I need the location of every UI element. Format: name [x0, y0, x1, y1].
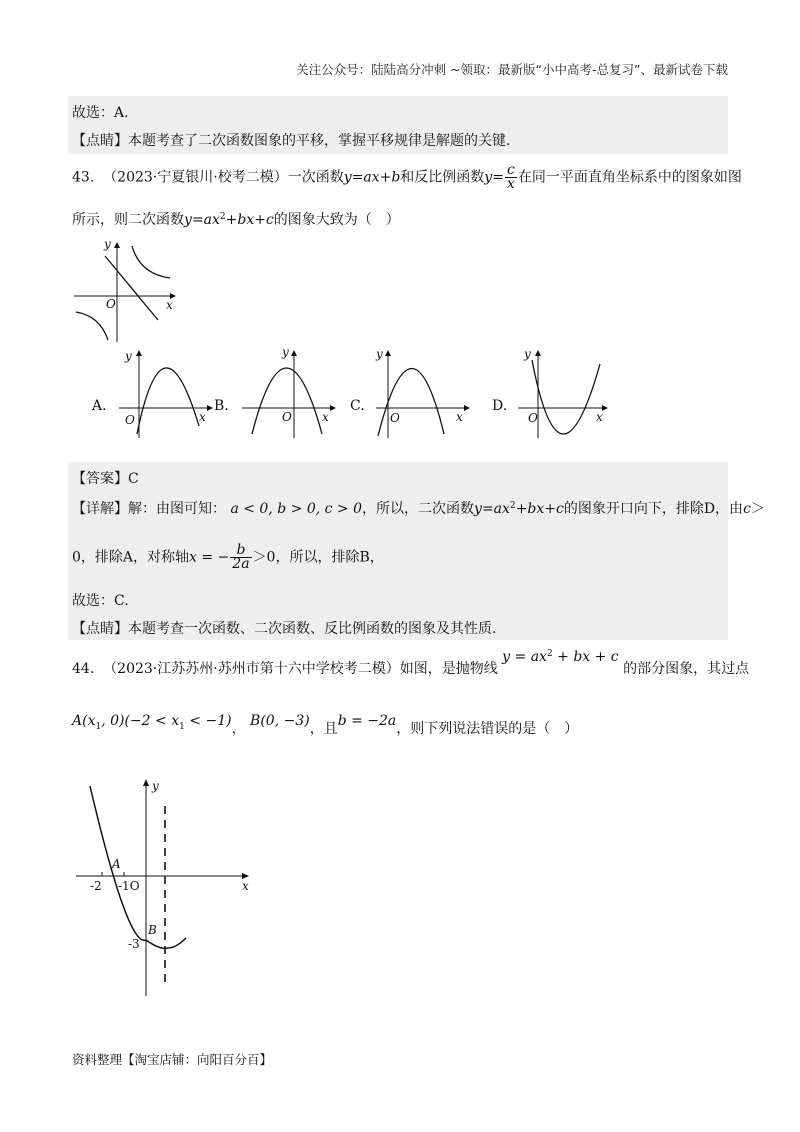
- q43-text: 所示，则二次函数: [72, 212, 184, 228]
- detail-gt: ＞: [750, 501, 765, 517]
- x-label: x: [456, 410, 463, 424]
- detail-fn-rest: +bx+c: [515, 501, 564, 517]
- q43-answer-line: 故选：C.: [72, 593, 129, 609]
- q44-stem-line1: 44. （2023·江苏苏州·苏州市第十六中学校考二模）如图，是抛物线 $y = ax^2$ + bx + c 的部分图象，其过点: [72, 649, 750, 677]
- hyperbola-branch-q3: [76, 312, 108, 340]
- frac-den: x: [506, 176, 515, 192]
- q43-stem-line1: [72, 164, 742, 191]
- point-a-part: A(x: [72, 713, 96, 729]
- option-c-graph[interactable]: [372, 346, 477, 441]
- parabola: [252, 368, 322, 434]
- option-b-label[interactable]: B.: [214, 398, 229, 414]
- origin-label: O: [390, 411, 400, 425]
- page-footer: 资料整理【淘宝店铺：向阳百分百】: [72, 1052, 273, 1067]
- comment-text: 本题考查了二次函数图象的平移，掌握平移规律是解题的关键.: [128, 133, 511, 149]
- axis-fraction: [230, 544, 251, 571]
- prev-comment: [72, 130, 510, 150]
- y-axis-arrow: [143, 779, 149, 786]
- x-label: x: [322, 410, 329, 424]
- q44-source: （2023·江苏苏州·苏州市第十六中学校考二模）: [103, 661, 400, 677]
- parabola: [532, 360, 600, 434]
- x-axis-arrow: [330, 405, 336, 411]
- detail-text: ＞0，所以，排除B，: [252, 549, 384, 566]
- detail-tag: 【详解】: [72, 501, 128, 517]
- q43-comment: [72, 618, 496, 638]
- q43-source: （2023·宁夏银川·校考二模）: [103, 169, 288, 186]
- q43-quadratic-fn-rest: +bx+c: [225, 212, 274, 228]
- y-label: y: [524, 347, 531, 361]
- x-label: x: [596, 410, 603, 424]
- option-d-graph[interactable]: [514, 346, 619, 441]
- q43-quadratic-fn: y=ax: [184, 212, 220, 228]
- comment-tag: 【点睛】: [72, 133, 128, 149]
- q44-parabola-graph: [72, 772, 262, 1002]
- q44-stem-line2: [72, 713, 579, 740]
- q44-condition: b = −2a: [337, 713, 397, 729]
- detail-text: 0，排除A，对称轴: [72, 549, 190, 566]
- y-axis-arrow: [535, 350, 541, 356]
- frac-num: c: [505, 164, 517, 178]
- q43-text: 一次函数: [287, 169, 344, 186]
- q43-detail-line2: [72, 544, 384, 571]
- q43-number: 43.: [72, 169, 95, 186]
- q44-parabola-fn: y = ax: [502, 649, 547, 665]
- q43-answer: [72, 468, 139, 488]
- y-label: y: [376, 347, 383, 361]
- tick-label-neg1-origin: -1O: [118, 879, 140, 893]
- y-axis-arrow: [385, 350, 391, 356]
- parabola: [90, 786, 186, 948]
- q44-text: ，则下列说法错误的是（ ）: [396, 721, 579, 737]
- x-axis-arrow: [207, 405, 213, 411]
- hyperbola-branch-q1: [132, 246, 170, 278]
- detail-text: ，所以，二次函数: [362, 501, 475, 517]
- x-label: x: [166, 298, 173, 312]
- origin-label: O: [282, 410, 292, 424]
- option-c-label[interactable]: C.: [350, 398, 365, 414]
- answer-value: C: [128, 471, 139, 487]
- prev-answer-line: 故选：A.: [72, 105, 129, 121]
- point-a-part: , 0)(−2 < x: [101, 713, 180, 729]
- x-axis-arrow: [602, 405, 608, 411]
- tick-label-neg3: -3: [128, 937, 140, 951]
- detail-fn: y=ax: [474, 501, 510, 517]
- detail-text: 解：由图可知：: [128, 501, 226, 517]
- q44-text: 如图，是抛物线: [399, 661, 498, 677]
- y-axis-arrow: [114, 242, 120, 248]
- q43-text: 在同一平面直角坐标系中的图象如图: [517, 169, 742, 186]
- point-a-label: A: [112, 857, 121, 871]
- q43-linear-fn: y=ax+b: [343, 169, 401, 186]
- axis-formula: x = −: [189, 549, 230, 566]
- tick-label-neg2: -2: [90, 879, 102, 893]
- origin-label: O: [125, 413, 135, 427]
- option-b-graph[interactable]: [238, 346, 343, 441]
- q43-text: 和反比例函数: [400, 169, 485, 186]
- frac-num: b: [230, 544, 251, 558]
- y-label: y: [125, 349, 132, 363]
- q44-point-a: $A(x_1$, $0)(-2 < x_1 < -1)$: [72, 713, 232, 732]
- origin-label: O: [528, 411, 538, 425]
- q43-reference-graph: [70, 236, 180, 346]
- q43-text: 的图象大致为（ ）: [273, 212, 400, 228]
- q44-text: ，且: [309, 721, 338, 737]
- q44-parabola-fn-rest: + bx + c: [552, 649, 619, 665]
- answer-tag: 【答案】: [72, 471, 128, 487]
- x-label: x: [242, 879, 249, 893]
- option-d-label[interactable]: D.: [492, 398, 508, 414]
- x-label: x: [199, 410, 206, 424]
- comment-text: 本题考查一次函数、二次函数、反比例函数的图象及其性质.: [128, 621, 497, 637]
- frac-den: 2a: [232, 556, 250, 572]
- point-b-label: B: [148, 923, 157, 937]
- q43-stem-line2: 所示，则二次函数$y=ax^2+bx+c$的图象大致为（ ）: [72, 212, 400, 228]
- detail-text: 的图象开口向下，排除D，由: [563, 501, 744, 517]
- q44-text: 的部分图象，其过点: [623, 661, 750, 677]
- q43-fraction: [505, 164, 517, 191]
- y-axis-arrow: [291, 350, 297, 356]
- option-a-graph[interactable]: [115, 346, 220, 441]
- comment-tag: 【点睛】: [72, 621, 128, 637]
- x-axis-arrow: [464, 405, 470, 411]
- detail-var: c: [743, 501, 751, 517]
- origin-label: O: [106, 297, 116, 311]
- y-label: y: [282, 345, 289, 359]
- point-a-part: < −1): [184, 713, 232, 729]
- y-label: y: [152, 779, 159, 793]
- q44-text: ，: [231, 721, 246, 737]
- detail-condition: a < 0, b > 0, c > 0: [230, 501, 363, 517]
- q44-number: 44.: [72, 661, 95, 677]
- y-label: y: [104, 237, 111, 251]
- y-axis-arrow: [136, 350, 142, 356]
- page-header: 关注公众号：陆陆高分冲刺 ~领取：最新版“小中高考-总复习”、最新试卷下载: [296, 62, 728, 77]
- q44-point-b: B(0, −3): [250, 713, 310, 729]
- q43-inverse-fn: y=: [484, 169, 504, 186]
- q43-detail-line1: 【详解】解：由图可知： a < 0, b > 0, c > 0，所以，二次函数$y=ax^2+bx+c$的图象开口向下，排除D，由c＞: [72, 501, 765, 517]
- parabola: [137, 368, 199, 434]
- option-a-label[interactable]: A.: [92, 398, 107, 414]
